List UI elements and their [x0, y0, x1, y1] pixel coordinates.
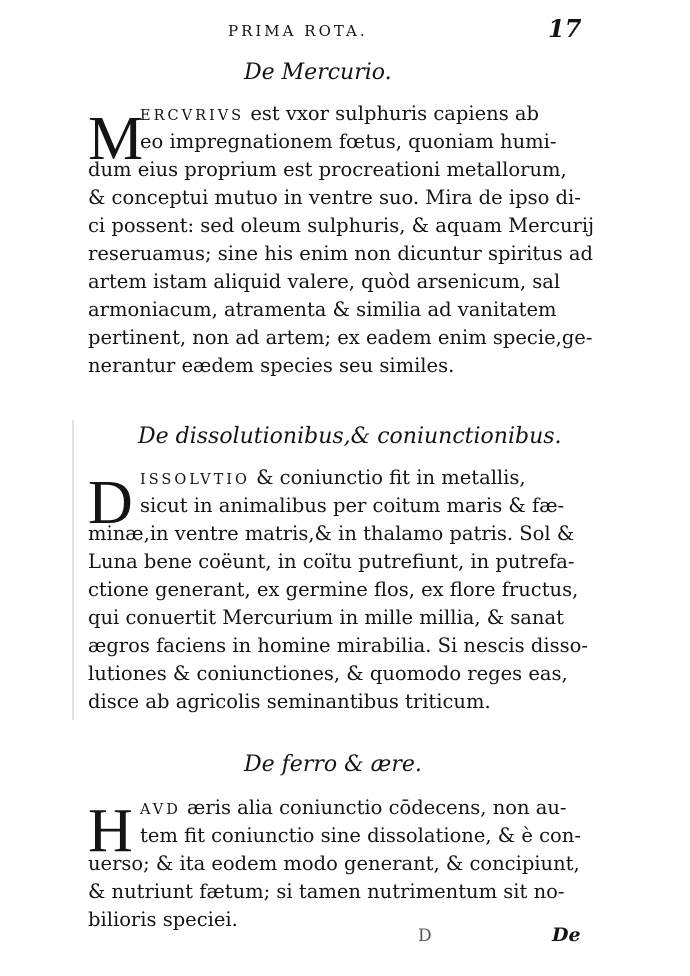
- text-line: armoniacum, atramenta & similia ad vanitatem: [88, 298, 557, 321]
- text-line: Luna bene coëunt, in coïtu putrefiunt, in putrefa-: [88, 550, 575, 573]
- section-mercurio: [88, 100, 595, 390]
- text-line: ægros faciens in homine mirabilia. Si nescis disso-: [88, 634, 588, 657]
- text-line: disce ab agricolis seminantibus triticum.: [88, 690, 491, 713]
- text-line: tem fit coniunctio sine dissolatione, & è con-: [140, 824, 581, 847]
- text-line: eo impregnationem fœtus, quoniam humi-: [140, 130, 557, 153]
- drop-cap: H: [88, 797, 133, 865]
- text-line: lutiones & coniunctiones, & quomodo reges eas,: [88, 662, 568, 685]
- catchword: De: [552, 924, 581, 946]
- text-line: ERCVRIVS est vxor sulphuris capiens ab: [140, 102, 540, 125]
- section-heading-dissolutionibus: De dissolutionibus,& coniunctionibus.: [138, 424, 562, 449]
- text-line: & nutriunt fætum; si tamen nutrimentum sit no-: [88, 880, 565, 903]
- signature-mark: D: [418, 926, 432, 946]
- section-dissolutionibus: [88, 464, 588, 724]
- text-line: bilioris speciei.: [88, 908, 238, 931]
- text-line: ISSOLVTIO & coniunctio fit in metallis,: [140, 466, 526, 489]
- page-number: 17: [548, 14, 582, 43]
- drop-cap: D: [88, 469, 133, 537]
- text-line: reseruamus; sine his enim non dicuntur spiritus ad: [88, 242, 594, 265]
- text-line: qui conuertit Mercurium in mille millia, & sanat: [88, 606, 564, 629]
- drop-cap: M: [88, 105, 144, 173]
- text-line: artem istam aliquid valere, quòd arsenicum, sal: [88, 270, 561, 293]
- text-line: dum eius proprium est procreationi metallorum,: [88, 158, 567, 181]
- page-footer: [0, 924, 690, 954]
- text-line: uerso; & ita eodem modo generant, & concipiunt,: [88, 852, 580, 875]
- text-line: ci possent: sed oleum sulphuris, & aquam Mercurij: [88, 214, 595, 237]
- text-line: pertinent, non ad artem; ex eadem enim specie,ge-: [88, 326, 593, 349]
- text-line: ctione generant, ex germine flos, ex flore fructus,: [88, 578, 579, 601]
- text-line: minæ,in ventre matris,& in thalamo patris. Sol &: [88, 522, 575, 545]
- text-line: AVD æris alia coniunctio cōdecens, non au-: [140, 796, 567, 819]
- section-heading-mercurio: De Mercurio.: [244, 60, 392, 85]
- text-line: nerantur eædem species seu similes.: [88, 354, 455, 377]
- margin-shadow: [72, 420, 74, 720]
- text-line: sicut in animalibus per coitum maris & fæ-: [140, 494, 565, 517]
- text-line: & conceptui mutuo in ventre suo. Mira de ipso di-: [88, 186, 581, 209]
- running-head: [0, 14, 690, 44]
- section-heading-ferro: De ferro & ære.: [244, 752, 422, 777]
- running-head-title: PRIMA ROTA.: [228, 22, 368, 40]
- section-ferro: [88, 794, 584, 939]
